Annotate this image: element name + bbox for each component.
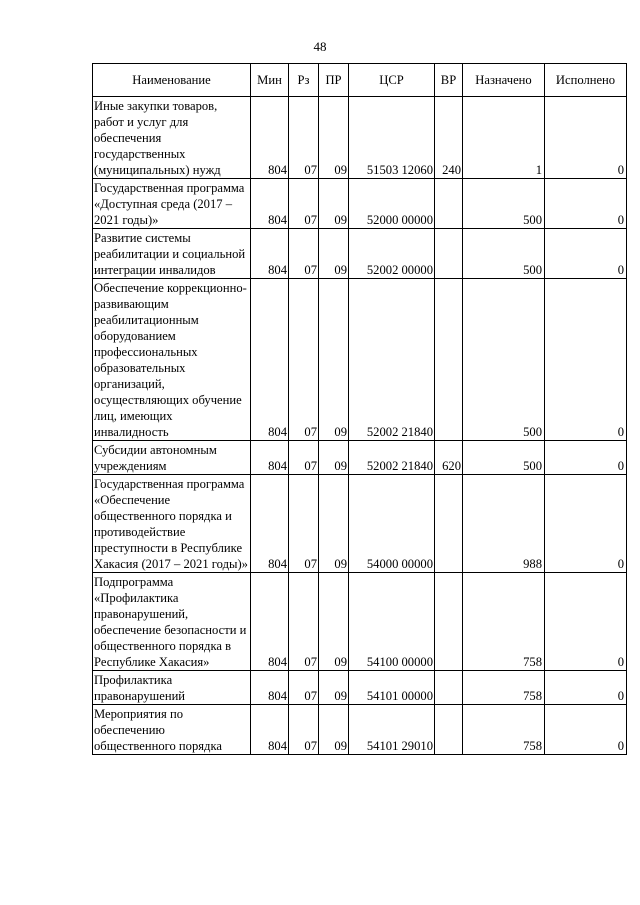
- cell-assigned: 758: [463, 573, 545, 671]
- cell-assigned: 758: [463, 705, 545, 755]
- table-row: [93, 475, 627, 573]
- table-row: [93, 179, 627, 229]
- cell-ministry: 804: [251, 179, 289, 229]
- cell-name: Государственная программа «Доступная среда (2017 – 2021 годы)»: [93, 179, 251, 229]
- cell-assigned: 500: [463, 229, 545, 279]
- cell-subsection: 09: [319, 229, 349, 279]
- cell-subsection: 09: [319, 279, 349, 441]
- cell-ministry: 804: [251, 671, 289, 705]
- cell-section: 07: [289, 179, 319, 229]
- cell-name: Государственная программа «Обеспечение общественного порядка и противодействие преступности в Республике Хакасия (2017 – 2021 годы)»: [93, 475, 251, 573]
- cell-target-article: 52000 00000: [349, 179, 435, 229]
- cell-name: Субсидии автономным учреждениям: [93, 441, 251, 475]
- cell-executed: 0: [545, 229, 627, 279]
- cell-subsection: 09: [319, 705, 349, 755]
- header-target-article: ЦСР: [349, 64, 435, 97]
- cell-assigned: 500: [463, 279, 545, 441]
- cell-expense-type: [435, 573, 463, 671]
- cell-expense-type: 240: [435, 97, 463, 179]
- cell-ministry: 804: [251, 441, 289, 475]
- table-header-row: [93, 64, 627, 97]
- table-body: [93, 97, 627, 755]
- cell-name: Подпрограмма «Профилактика правонарушений, обеспечение безопасности и общественного порядка в Республике Хакасия»: [93, 573, 251, 671]
- cell-expense-type: [435, 705, 463, 755]
- cell-target-article: 52002 21840: [349, 441, 435, 475]
- table-row: [93, 671, 627, 705]
- cell-target-article: 51503 12060: [349, 97, 435, 179]
- cell-assigned: 1: [463, 97, 545, 179]
- cell-target-article: 52002 21840: [349, 279, 435, 441]
- table-row: [93, 229, 627, 279]
- cell-target-article: 54101 00000: [349, 671, 435, 705]
- cell-expense-type: [435, 279, 463, 441]
- cell-section: 07: [289, 671, 319, 705]
- cell-ministry: 804: [251, 705, 289, 755]
- cell-executed: 0: [545, 97, 627, 179]
- cell-section: 07: [289, 229, 319, 279]
- cell-subsection: 09: [319, 573, 349, 671]
- cell-section: 07: [289, 441, 319, 475]
- cell-expense-type: 620: [435, 441, 463, 475]
- cell-expense-type: [435, 229, 463, 279]
- cell-assigned: 988: [463, 475, 545, 573]
- cell-subsection: 09: [319, 441, 349, 475]
- cell-expense-type: [435, 671, 463, 705]
- cell-ministry: 804: [251, 229, 289, 279]
- cell-section: 07: [289, 475, 319, 573]
- cell-subsection: 09: [319, 97, 349, 179]
- cell-executed: 0: [545, 671, 627, 705]
- cell-subsection: 09: [319, 179, 349, 229]
- cell-section: 07: [289, 573, 319, 671]
- header-name: Наименование: [93, 64, 251, 97]
- cell-assigned: 758: [463, 671, 545, 705]
- cell-executed: 0: [545, 475, 627, 573]
- cell-name: Профилактика правонарушений: [93, 671, 251, 705]
- cell-section: 07: [289, 705, 319, 755]
- table-row: [93, 97, 627, 179]
- header-assigned: Назначено: [463, 64, 545, 97]
- cell-target-article: 52002 00000: [349, 229, 435, 279]
- table-row: [93, 573, 627, 671]
- table-row: [93, 705, 627, 755]
- cell-name: Иные закупки товаров, работ и услуг для обеспечения государственных (муниципальных) нужд: [93, 97, 251, 179]
- cell-expense-type: [435, 475, 463, 573]
- cell-executed: 0: [545, 441, 627, 475]
- cell-ministry: 804: [251, 97, 289, 179]
- cell-subsection: 09: [319, 671, 349, 705]
- cell-executed: 0: [545, 705, 627, 755]
- table-row: [93, 279, 627, 441]
- cell-assigned: 500: [463, 179, 545, 229]
- cell-name: Развитие системы реабилитации и социальной интеграции инвалидов: [93, 229, 251, 279]
- cell-name: Обеспечение коррекционно-развивающим реабилитационным оборудованием профессиональных образовательных организаций, осуществляющих обучение лиц, имеющих инвалидность: [93, 279, 251, 441]
- cell-ministry: 804: [251, 573, 289, 671]
- cell-subsection: 09: [319, 475, 349, 573]
- cell-section: 07: [289, 97, 319, 179]
- header-subsection: ПР: [319, 64, 349, 97]
- cell-section: 07: [289, 279, 319, 441]
- table-row: [93, 441, 627, 475]
- cell-ministry: 804: [251, 279, 289, 441]
- header-executed: Исполнено: [545, 64, 627, 97]
- cell-executed: 0: [545, 279, 627, 441]
- cell-executed: 0: [545, 179, 627, 229]
- header-ministry: Мин: [251, 64, 289, 97]
- cell-target-article: 54100 00000: [349, 573, 435, 671]
- header-section: Рз: [289, 64, 319, 97]
- cell-target-article: 54101 29010: [349, 705, 435, 755]
- cell-name: Мероприятия по обеспечению общественного порядка: [93, 705, 251, 755]
- cell-target-article: 54000 00000: [349, 475, 435, 573]
- page-number: 48: [313, 39, 327, 54]
- budget-table: [92, 63, 627, 755]
- cell-expense-type: [435, 179, 463, 229]
- header-expense-type: ВР: [435, 64, 463, 97]
- cell-assigned: 500: [463, 441, 545, 475]
- cell-executed: 0: [545, 573, 627, 671]
- cell-ministry: 804: [251, 475, 289, 573]
